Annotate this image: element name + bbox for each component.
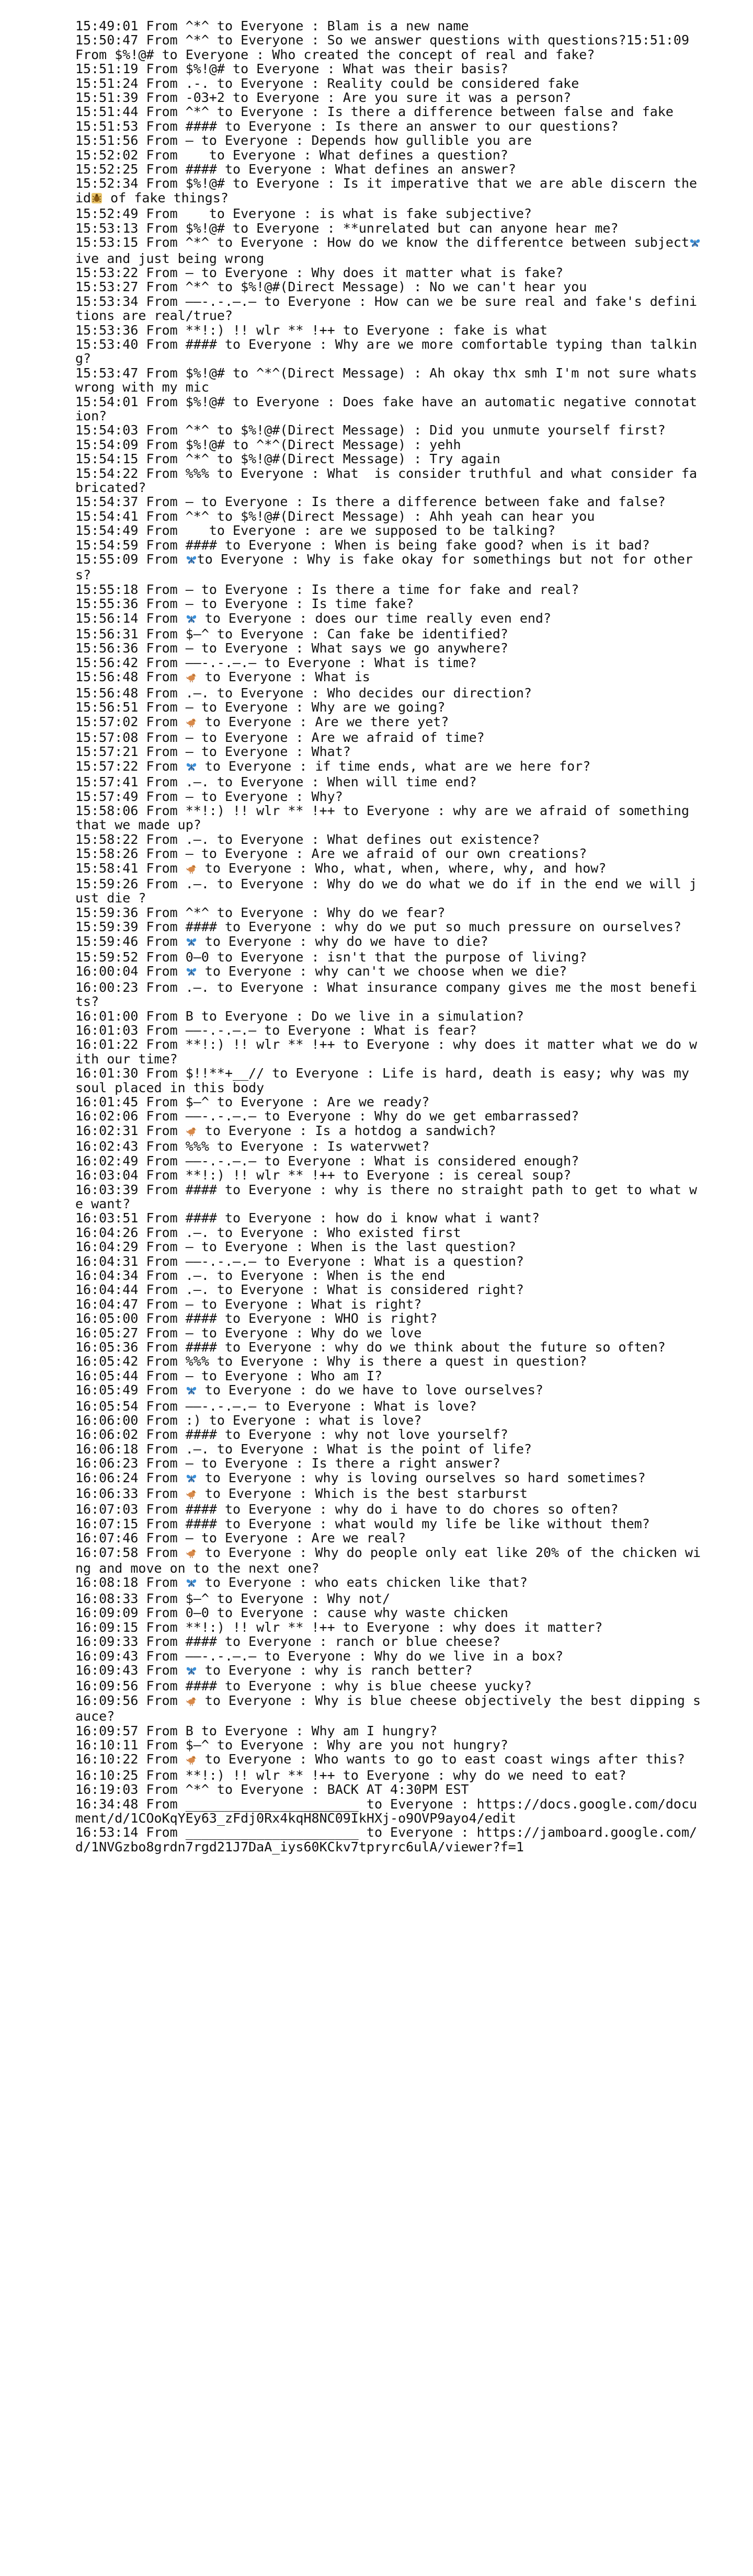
bird-icon [186, 1754, 197, 1768]
bird-icon [186, 1695, 197, 1709]
chat-message: 15:57:02 From to Everyone : Are we there yet? [75, 715, 703, 730]
chat-message: 15:53:34 From ——-.-.–.– to Everyone : How can we be sure real and fake's definitions are real/true? [75, 293, 698, 324]
chat-message: 16:07:58 From to Everyone : Why do people only eat like 20% of the chicken wing and move on to the next one? [75, 1544, 701, 1576]
chat-message: 16:06:02 From #### to Everyone : why not love yourself? [75, 1427, 508, 1442]
chat-message: 15:56:31 From $–^ to Everyone : Can fake be identified? [75, 626, 508, 642]
chat-message: 16:04:34 From .–. to Everyone : When is the end [75, 1267, 446, 1283]
chat-message: 15:58:41 From to Everyone : Who, what, when, where, why, and how? [75, 861, 703, 877]
chat-message: 15:54:37 From – to Everyone : Is there a difference between fake and false? [75, 494, 666, 510]
chat-message: 15:52:49 From to Everyone : is what is fake subjective? [75, 206, 532, 222]
chat-message: 15:53:40 From #### to Everyone : Why are we more comfortable typing than talking? [75, 336, 698, 367]
chat-message: 16:05:42 From %%% to Everyone : Why is there a quest in question? [75, 1354, 587, 1369]
chat-message: 15:55:36 From – to Everyone : Is time fake? [75, 596, 414, 612]
chat-message: 15:51:56 From – to Everyone : Depends how gullible you are [75, 133, 532, 148]
chat-message: 16:08:33 From $–^ to Everyone : Why not/ [75, 1590, 391, 1606]
bird-icon [186, 1125, 197, 1139]
chat-message: 16:01:45 From $–^ to Everyone : Are we ready? [75, 1094, 430, 1110]
chat-message: 16:06:33 From to Everyone : Which is the best starburst [75, 1486, 703, 1502]
chat-log [75, 19, 703, 1854]
chat-message: 15:55:09 From to Everyone : Why is fake okay for somethings but not for others? [75, 552, 693, 583]
butterfly-icon [186, 761, 197, 775]
chat-message: 16:03:51 From #### to Everyone : how do i know what i want? [75, 1210, 540, 1226]
chat-message: 15:54:03 From ^*^ to $%!@#(Direct Message) : Did you unmute yourself first? [75, 422, 666, 438]
chat-message: 15:58:22 From .–. to Everyone : What defines out existence? [75, 831, 540, 847]
butterfly-icon [186, 1665, 197, 1679]
butterfly-icon [186, 966, 197, 980]
chat-message: 16:05:54 From ——-.-.–.– to Everyone : What is love? [75, 1398, 477, 1414]
chat-message: 16:07:15 From #### to Everyone : what would my life be like without them? [75, 1516, 650, 1531]
chat-message: 15:56:51 From – to Everyone : Why are we going? [75, 700, 446, 715]
chat-message: 15:51:53 From #### to Everyone : Is there an answer to our questions? [75, 118, 619, 134]
chat-message: 16:04:47 From – to Everyone : What is right? [75, 1296, 422, 1312]
chat-message: 16:09:57 From B to Everyone : Why am I hungry? [75, 1723, 438, 1738]
bug-icon [91, 192, 102, 207]
chat-message: 15:59:26 From .–. to Everyone : Why do we do what we do if in the end we will just die ? [75, 876, 698, 906]
chat-message: 16:05:27 From – to Everyone : Why do we love [75, 1325, 422, 1341]
chat-message: 15:57:41 From .–. to Everyone : When will time end? [75, 774, 477, 790]
chat-message: 15:56:42 From ——-.-.–.– to Everyone : What is time? [75, 655, 477, 670]
chat-message: 15:52:34 From $%!@# to Everyone : Is it imperative that we are able discern the id of fake things? [75, 176, 703, 207]
chat-message: 16:02:49 From ——-.-.–.– to Everyone : What is considered enough? [75, 1153, 579, 1169]
chat-message: 15:52:02 From to Everyone : What defines a question? [75, 147, 508, 163]
chat-message: 16:04:26 From .–. to Everyone : Who existed first [75, 1224, 461, 1240]
bird-icon [186, 671, 197, 685]
chat-message: 16:05:49 From to Everyone : do we have to love ourselves? [75, 1383, 703, 1399]
chat-message: 16:04:31 From ——-.-.–.– to Everyone : What is a question? [75, 1253, 524, 1269]
chat-message: 15:53:22 From – to Everyone : Why does it matter what is fake? [75, 265, 564, 280]
chat-message: 16:06:23 From – to Everyone : Is there a right answer? [75, 1456, 500, 1471]
chat-message: 15:51:44 From ^*^ to Everyone : Is there a difference between false and fake [75, 104, 674, 120]
chat-message: 15:53:15 From ^*^ to Everyone : How do we know the differentce between subjective and just being wrong [75, 235, 703, 266]
chat-message: 15:54:09 From $%!@# to ^*^(Direct Message) : yehh [75, 437, 461, 452]
chat-message: 15:59:52 From 0–0 to Everyone : isn't that the purpose of living? [75, 949, 587, 965]
chat-message: 16:10:25 From **!:) !! wlr ** !++ to Everyone : why do we need to eat? [75, 1767, 626, 1783]
chat-message: 16:03:39 From #### to Everyone : why is there no straight path to get to what we want? [75, 1182, 698, 1211]
butterfly-icon [689, 237, 701, 251]
chat-message: 16:01:00 From B to Everyone : Do we live in a simulation? [75, 1008, 524, 1024]
chat-message: 16:10:22 From to Everyone : Who wants to go to east coast wings after this? [75, 1752, 703, 1768]
chat-message: 15:57:08 From – to Everyone : Are we afraid of time? [75, 729, 485, 745]
chat-message: 16:09:43 From to Everyone : why is ranch better? [75, 1663, 703, 1679]
chat-message: 15:51:19 From $%!@# to Everyone : What was their basis? [75, 61, 508, 77]
chat-message: 15:58:06 From **!:) !! wlr ** !++ to Everyone : why are we afraid of something that we made up? [75, 803, 698, 833]
chat-message: 15:54:22 From %%% to Everyone : What is consider truthful and what consider fabricated? [75, 465, 698, 495]
butterfly-icon [186, 1472, 197, 1486]
chat-message: 16:07:46 From – to Everyone : Are we real? [75, 1530, 406, 1546]
chat-message: 16:53:14 From ______________________ to Everyone : https://jamboard.google.com/d/1NVGzbo8grdn7rgd21J7DaA_iys60KCkv7tpryrc6ulA/viewer?f=1 [75, 1825, 698, 1854]
chat-message: 15:54:41 From ^*^ to $%!@#(Direct Message) : Ahh yeah can hear you [75, 508, 595, 524]
bird-icon [186, 716, 197, 730]
chat-message: 16:09:33 From #### to Everyone : ranch or blue cheese? [75, 1634, 500, 1650]
bird-icon [186, 863, 197, 877]
chat-message: 16:03:04 From **!:) !! wlr ** !++ to Everyone : is cereal soup? [75, 1167, 572, 1183]
chat-message: 16:19:03 From ^*^ to Everyone : BACK AT 4:30PM EST [75, 1782, 469, 1798]
bird-icon [186, 1488, 197, 1502]
bird-icon [186, 1547, 197, 1561]
chat-message: 16:08:18 From to Everyone : who eats chicken like that? [75, 1575, 703, 1591]
chat-message: 16:34:48 From ______________________ to Everyone : https://docs.google.com/document/d/1COoKqYEy63_zFdj0Rx4kqH8NC09IkHXj-o9OVP9ayo4/edit [75, 1796, 698, 1826]
chat-message: 15:59:36 From ^*^ to Everyone : Why do we fear? [75, 905, 446, 920]
chat-message: 15:49:01 From ^*^ to Everyone : Blam is a new name [75, 18, 469, 33]
chat-message: 15:56:14 From to Everyone : does our time really even end? [75, 611, 703, 627]
chat-message: 16:01:22 From **!:) !! wlr ** !++ to Everyone : why does it matter what we do with our time? [75, 1037, 698, 1067]
chat-message: 15:55:18 From – to Everyone : Is there a time for fake and real? [75, 581, 579, 597]
chat-message: 16:09:56 From to Everyone : Why is blue cheese objectively the best dipping sauce? [75, 1692, 701, 1724]
chat-message: 15:56:48 From to Everyone : What is [75, 670, 703, 685]
chat-message: 15:59:39 From #### to Everyone : why do we put so much pressure on ourselves? [75, 919, 681, 935]
chat-message: 16:09:43 From ——-.-.–.– to Everyone : Why do we live in a box? [75, 1648, 564, 1664]
butterfly-icon [186, 936, 197, 950]
chat-message: 16:01:03 From ——-.-.–.– to Everyone : What is fear? [75, 1023, 477, 1038]
chat-message: 16:06:00 From :) to Everyone : what is love? [75, 1413, 422, 1428]
chat-message: 16:05:44 From – to Everyone : Who am I? [75, 1368, 382, 1383]
butterfly-icon [186, 613, 197, 627]
chat-message: 16:02:06 From ——-.-.–.– to Everyone : Why do we get embarrassed? [75, 1108, 579, 1124]
chat-message: 15:59:46 From to Everyone : why do we have to die? [75, 934, 703, 950]
chat-message: 16:04:44 From .–. to Everyone : What is considered right? [75, 1282, 524, 1298]
chat-message: 16:00:04 From to Everyone : why can't we choose when we die? [75, 964, 703, 980]
chat-message: 15:57:49 From – to Everyone : Why? [75, 788, 343, 804]
chat-message: 15:50:47 From ^*^ to Everyone : So we answer questions with questions?15:51:09 From $%!@# to Everyone : Who created the concept of real and fake? [75, 32, 698, 62]
chat-message: 16:06:18 From .–. to Everyone : What is the point of life? [75, 1441, 532, 1457]
chat-message: 15:56:36 From – to Everyone : What says we go anywhere? [75, 640, 508, 656]
chat-message: 15:53:13 From $%!@# to Everyone : **unrelated but can anyone hear me? [75, 220, 619, 236]
chat-message: 16:07:03 From #### to Everyone : why do i have to do chores so often? [75, 1502, 619, 1517]
chat-message: 16:04:29 From – to Everyone : When is the last question? [75, 1239, 516, 1255]
chat-message: 15:57:22 From to Everyone : if time ends, what are we here for? [75, 759, 703, 775]
chat-message: 15:51:39 From -03+2 to Everyone : Are you sure it was a person? [75, 90, 572, 106]
chat-message: 15:58:26 From – to Everyone : Are we afraid of our own creations? [75, 846, 587, 862]
butterfly-icon [186, 1577, 197, 1591]
chat-message: 15:57:21 From – to Everyone : What? [75, 744, 351, 760]
chat-message: 15:51:24 From .-. to Everyone : Reality could be considered fake [75, 75, 579, 91]
chat-message: 15:54:59 From #### to Everyone : When is being fake good? when is it bad? [75, 537, 650, 553]
butterfly-icon [186, 1384, 197, 1399]
chat-message: 15:53:36 From **!:) !! wlr ** !++ to Everyone : fake is what [75, 322, 548, 338]
chat-message: 16:05:00 From #### to Everyone : WHO is right? [75, 1311, 438, 1326]
chat-message: 16:09:09 From 0–0 to Everyone : cause why waste chicken [75, 1605, 508, 1621]
chat-message: 15:54:01 From $%!@# to Everyone : Does fake have an automatic negative connotation? [75, 394, 698, 423]
chat-message: 15:53:47 From $%!@# to ^*^(Direct Message) : Ah okay thx smh I'm not sure whats wrong with my mic [75, 365, 705, 395]
chat-message: 15:54:15 From ^*^ to $%!@#(Direct Message) : Try again [75, 451, 500, 467]
chat-message: 16:10:11 From $–^ to Everyone : Why are you not hungry? [75, 1737, 508, 1753]
butterfly-icon [186, 554, 197, 568]
chat-message: 15:53:27 From ^*^ to $%!@#(Direct Message) : No we can't hear you [75, 279, 587, 295]
chat-message: 16:09:56 From #### to Everyone : why is blue cheese yucky? [75, 1678, 532, 1694]
chat-message: 15:54:49 From to Everyone : are we supposed to be talking? [75, 523, 556, 539]
chat-message: 16:06:24 From to Everyone : why is loving ourselves so hard sometimes? [75, 1471, 703, 1486]
chat-message: 16:02:43 From %%% to Everyone : Is watervwet? [75, 1139, 430, 1154]
chat-message: 15:56:48 From .–. to Everyone : Who decides our direction? [75, 685, 532, 701]
chat-message: 16:01:30 From $!!**+__// to Everyone : Life is hard, death is easy; why was my soul placed in this body [75, 1066, 698, 1095]
chat-message: 16:05:36 From #### to Everyone : why do we think about the future so often? [75, 1339, 666, 1355]
chat-message: 16:02:31 From to Everyone : Is a hotdog a sandwich? [75, 1124, 703, 1139]
chat-message: 16:09:15 From **!:) !! wlr ** !++ to Everyone : why does it matter? [75, 1619, 603, 1635]
chat-message: 15:52:25 From #### to Everyone : What defines an answer? [75, 162, 516, 177]
chat-message: 16:00:23 From .–. to Everyone : What insurance company gives me the most benefits? [75, 979, 698, 1010]
